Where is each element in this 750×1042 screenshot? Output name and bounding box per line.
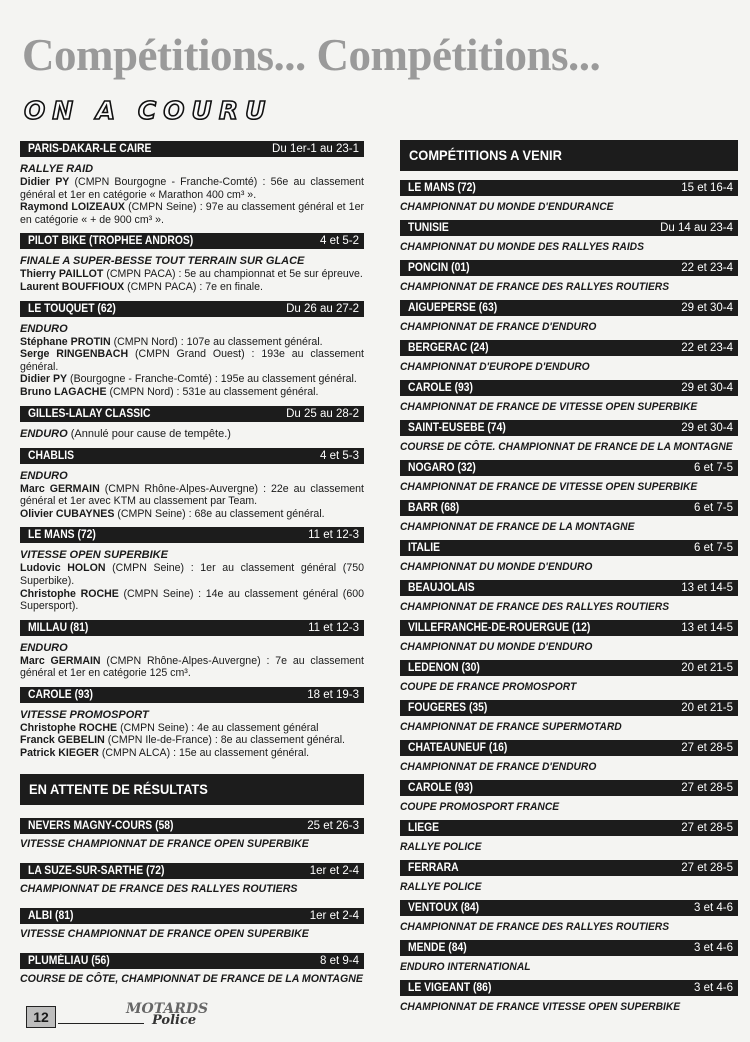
event-name: CAROLE (93) bbox=[408, 382, 473, 394]
upcoming-list bbox=[400, 180, 738, 1014]
event-dates: 1er et 2-4 bbox=[309, 909, 359, 922]
pending-category: VITESSE CHAMPIONNAT DE FRANCE OPEN SUPERBIKE bbox=[20, 837, 309, 850]
upcoming-category: CHAMPIONNAT D'EUROPE D'ENDURO bbox=[400, 361, 590, 373]
rider-result: (CMPN Seine) : 68e au classement général. bbox=[114, 507, 325, 520]
event-name: CHATEAUNEUF (16) bbox=[408, 742, 508, 754]
rider-name: Didier PY bbox=[20, 176, 70, 188]
event-name: LE MANS (72) bbox=[28, 529, 96, 542]
event-name: NEVERS MAGNY-COURS (58) bbox=[28, 819, 174, 832]
event-dates: 27 et 28-5 bbox=[681, 822, 733, 834]
upcoming-entry bbox=[400, 780, 738, 814]
event-dates: 27 et 28-5 bbox=[681, 742, 733, 754]
event-bar bbox=[400, 740, 738, 756]
result-category bbox=[20, 162, 364, 176]
rider-result: (CMPN Rhône-Alpes-Auvergne) : 22e au classement général et 1er avec KTM au classement par Team. bbox=[20, 482, 365, 508]
category-label: RALLYE RAID bbox=[20, 163, 94, 175]
result-category bbox=[20, 469, 364, 483]
result-entry bbox=[20, 620, 364, 680]
event-bar bbox=[400, 380, 738, 396]
result-entry bbox=[20, 406, 364, 441]
pending-entry bbox=[20, 863, 364, 896]
event-bar bbox=[400, 340, 738, 356]
brand-line-1: MOTARDS bbox=[126, 1001, 209, 1017]
event-name: PONCIN (01) bbox=[408, 262, 470, 274]
upcoming-entry bbox=[400, 500, 738, 534]
category-label: ENDURO bbox=[20, 427, 68, 440]
brand-logo bbox=[126, 1002, 208, 1028]
upcoming-category: COURSE DE CÔTE. CHAMPIONNAT DE FRANCE DE LA MONTAGNE bbox=[400, 441, 733, 453]
category-label: ENDURO bbox=[20, 641, 68, 654]
rider-result: (CMPN PACA) : 7e en finale. bbox=[124, 280, 263, 293]
rider-name: Olivier CUBAYNES bbox=[20, 507, 115, 520]
upcoming-header bbox=[400, 140, 738, 171]
event-name: PILOT BIKE (TROPHEE ANDROS) bbox=[28, 235, 194, 248]
event-dates: 29 et 30-4 bbox=[681, 302, 733, 314]
event-dates: 20 et 21-5 bbox=[681, 662, 733, 674]
event-bar bbox=[400, 820, 738, 836]
event-bar bbox=[400, 660, 738, 676]
event-dates: 27 et 28-5 bbox=[681, 862, 733, 874]
event-name: MENDE (84) bbox=[408, 942, 467, 954]
event-dates: 13 et 14-5 bbox=[681, 622, 733, 634]
upcoming-category: CHAMPIONNAT DE FRANCE DE VITESSE OPEN SUPERBIKE bbox=[400, 481, 698, 493]
result-line bbox=[20, 747, 364, 760]
results-list bbox=[20, 141, 364, 760]
page-number: 12 bbox=[26, 1006, 56, 1028]
event-name: LEDENON (30) bbox=[408, 662, 480, 674]
event-name: PARIS-DAKAR-LE CAIRE bbox=[28, 143, 152, 155]
result-line bbox=[20, 734, 364, 747]
upcoming-title: COMPÉTITIONS A VENIR bbox=[409, 147, 562, 163]
event-bar bbox=[400, 540, 738, 556]
upcoming-entry bbox=[400, 700, 738, 734]
result-category bbox=[20, 708, 364, 722]
pending-title: EN ATTENTE DE RÉSULTATS bbox=[29, 780, 208, 797]
result-line bbox=[20, 483, 364, 508]
category-label: VITESSE OPEN SUPERBIKE bbox=[20, 549, 168, 562]
event-dates: 8 et 9-4 bbox=[320, 954, 359, 967]
result-category bbox=[20, 322, 364, 336]
category-label: FINALE A SUPER-BESSE TOUT TERRAIN SUR GLACE bbox=[20, 255, 305, 268]
rider-result: (CMPN Ile-de-France) : 8e au classement général. bbox=[104, 734, 346, 747]
pending-category: COURSE DE CÔTE, CHAMPIONNAT DE FRANCE DE LA MONTAGNE bbox=[20, 972, 363, 985]
result-line bbox=[20, 201, 364, 226]
result-category bbox=[20, 427, 364, 441]
upcoming-category: CHAMPIONNAT DE FRANCE DES RALLYES ROUTIERS bbox=[400, 281, 670, 293]
result-category bbox=[20, 548, 364, 562]
event-name: FERRARA bbox=[408, 862, 459, 874]
event-name: VENTOUX (84) bbox=[408, 902, 480, 914]
event-name: CAROLE (93) bbox=[28, 688, 93, 701]
upcoming-entry bbox=[400, 220, 738, 254]
event-dates: 20 et 21-5 bbox=[681, 702, 733, 714]
event-bar bbox=[400, 900, 738, 916]
event-bar bbox=[20, 953, 364, 969]
upcoming-category: CHAMPIONNAT DU MONDE D'ENDURO bbox=[400, 641, 593, 653]
result-entry bbox=[20, 233, 364, 293]
event-name: FOUGERES (35) bbox=[408, 702, 488, 714]
upcoming-category: COUPE DE FRANCE PROMOSPORT bbox=[400, 681, 577, 693]
pending-entry bbox=[20, 908, 364, 941]
upcoming-entry bbox=[400, 180, 738, 214]
rider-result: (CMPN Nord) : 531e au classement général. bbox=[106, 385, 319, 398]
event-dates: 13 et 14-5 bbox=[681, 582, 733, 594]
rider-name: Marc GERMAIN bbox=[20, 654, 101, 667]
section-subtitle: ON A COURU bbox=[24, 96, 273, 125]
event-bar bbox=[20, 233, 364, 249]
event-bar bbox=[400, 860, 738, 876]
event-name: CHABLIS bbox=[28, 449, 75, 462]
result-line bbox=[20, 386, 364, 399]
upcoming-entry bbox=[400, 660, 738, 694]
event-dates: 18 et 19-3 bbox=[307, 688, 359, 701]
event-name: SAINT-EUSEBE (74) bbox=[408, 422, 506, 434]
event-dates: Du 1er-1 au 23-1 bbox=[272, 143, 359, 155]
rider-name: Serge RINGENBACH bbox=[20, 348, 129, 361]
event-name: ITALIE bbox=[408, 542, 441, 554]
upcoming-entry bbox=[400, 900, 738, 934]
event-dates: 15 et 16-4 bbox=[681, 182, 733, 194]
rider-result: (CMPN Nord) : 107e au classement général. bbox=[110, 335, 323, 348]
rider-name: Ludovic HOLON bbox=[20, 562, 106, 575]
upcoming-entry bbox=[400, 460, 738, 494]
category-label: VITESSE PROMOSPORT bbox=[20, 708, 149, 721]
event-name: LIEGE bbox=[408, 822, 440, 834]
rider-result: (CMPN Rhône-Alpes-Auvergne) : 7e au classement général et 1er en catégorie 125 cm³. bbox=[20, 654, 365, 680]
upcoming-category: RALLYE POLICE bbox=[400, 841, 482, 853]
result-line bbox=[20, 348, 364, 373]
event-dates: 11 et 12-3 bbox=[308, 529, 359, 542]
upcoming-category: CHAMPIONNAT DE FRANCE SUPERMOTARD bbox=[400, 721, 622, 733]
rider-name: Franck GEBELIN bbox=[20, 734, 105, 747]
pending-entry bbox=[20, 818, 364, 851]
event-bar bbox=[400, 980, 738, 996]
result-line bbox=[20, 722, 364, 735]
upcoming-category: CHAMPIONNAT DE FRANCE DE LA MONTAGNE bbox=[400, 521, 635, 533]
event-dates: 29 et 30-4 bbox=[681, 422, 733, 434]
event-name: GILLES-LALAY CLASSIC bbox=[28, 407, 151, 420]
event-name: LE VIGEANT (86) bbox=[408, 982, 492, 994]
event-bar bbox=[400, 220, 738, 236]
result-line bbox=[20, 588, 364, 613]
result-entry bbox=[20, 301, 364, 399]
event-name: CAROLE (93) bbox=[408, 782, 473, 794]
upcoming-category: CHAMPIONNAT DU MONDE D'ENDURO bbox=[400, 561, 593, 573]
event-bar bbox=[400, 940, 738, 956]
event-bar bbox=[400, 580, 738, 596]
upcoming-category: ENDURO INTERNATIONAL bbox=[400, 961, 531, 973]
event-bar bbox=[400, 260, 738, 276]
upcoming-entry bbox=[400, 740, 738, 774]
event-dates: 29 et 30-4 bbox=[681, 382, 733, 394]
event-dates: Du 25 au 28-2 bbox=[286, 407, 359, 420]
rider-name: Bruno LAGACHE bbox=[20, 385, 107, 398]
upcoming-entry bbox=[400, 620, 738, 654]
upcoming-entry bbox=[400, 860, 738, 894]
upcoming-entry bbox=[400, 980, 738, 1014]
event-dates: 22 et 23-4 bbox=[681, 342, 733, 354]
rider-name: Christophe ROCHE bbox=[20, 587, 119, 600]
rider-result: (CMPN Seine) : 1er au classement général (750 Superbike). bbox=[20, 562, 364, 587]
result-entry bbox=[20, 527, 364, 612]
event-bar bbox=[400, 500, 738, 516]
event-bar bbox=[20, 620, 364, 636]
result-category bbox=[20, 641, 364, 655]
category-label: ENDURO bbox=[20, 322, 68, 335]
event-dates: 3 et 4-6 bbox=[694, 942, 733, 954]
result-entry bbox=[20, 448, 364, 521]
event-bar bbox=[400, 420, 738, 436]
rider-result: (CMPN ALCA) : 15e au classement général. bbox=[98, 747, 310, 760]
event-name: BARR (68) bbox=[408, 502, 460, 514]
event-bar bbox=[400, 620, 738, 636]
result-line bbox=[20, 373, 364, 386]
event-bar bbox=[400, 780, 738, 796]
event-name: BERGERAC (24) bbox=[408, 342, 489, 354]
upcoming-entry bbox=[400, 580, 738, 614]
upcoming-category: CHAMPIONNAT DE FRANCE DES RALLYES ROUTIERS bbox=[400, 601, 670, 613]
result-line bbox=[20, 268, 364, 281]
upcoming-category: CHAMPIONNAT DE FRANCE D'ENDURO bbox=[400, 321, 597, 333]
result-line bbox=[20, 336, 364, 349]
rider-result: (CMPN PACA) : 5e au championnat et 5e sur épreuve. bbox=[103, 268, 363, 281]
upcoming-column bbox=[400, 140, 738, 1020]
pending-entry bbox=[20, 953, 364, 986]
upcoming-category: CHAMPIONNAT DU MONDE DES RALLYES RAIDS bbox=[400, 241, 644, 253]
upcoming-entry bbox=[400, 420, 738, 454]
rider-result: (CMPN Seine) : 97e au classement général et 1er en catégorie « + de 900 cm³ ». bbox=[20, 201, 364, 226]
event-dates: 25 et 26-3 bbox=[307, 819, 359, 832]
category-note: (Annulé pour cause de tempête.) bbox=[67, 427, 231, 440]
event-dates: 1er et 2-4 bbox=[309, 864, 359, 877]
pending-header bbox=[20, 774, 364, 805]
upcoming-category: CHAMPIONNAT DE FRANCE VITESSE OPEN SUPERBIKE bbox=[400, 1001, 681, 1013]
event-name: PLUMÉLIAU (56) bbox=[28, 954, 110, 967]
event-name: ALBI (81) bbox=[28, 909, 74, 922]
upcoming-entry bbox=[400, 540, 738, 574]
event-dates: 3 et 4-6 bbox=[694, 902, 733, 914]
upcoming-entry bbox=[400, 300, 738, 334]
event-name: LA SUZE-SUR-SARTHE (72) bbox=[28, 864, 165, 877]
event-name: AIGUEPERSE (63) bbox=[408, 302, 498, 314]
rider-result: (CMPN Grand Ouest) : 193e au classement général. bbox=[20, 348, 364, 373]
event-bar bbox=[400, 700, 738, 716]
event-dates: 4 et 5-3 bbox=[320, 449, 359, 462]
upcoming-entry bbox=[400, 260, 738, 294]
result-entry bbox=[20, 687, 364, 760]
result-category bbox=[20, 254, 364, 268]
rider-result: (CMPN Seine) : 14e au classement général (600 Supersport). bbox=[20, 587, 364, 613]
rider-name: Laurent BOUFFIOUX bbox=[20, 280, 125, 293]
rider-name: Stéphane PROTIN bbox=[20, 335, 111, 348]
event-bar bbox=[20, 818, 364, 834]
rider-result: (CMPN Seine) : 4e au classement général bbox=[117, 721, 319, 734]
event-name: LE TOUQUET (62) bbox=[28, 302, 116, 315]
pending-list bbox=[20, 818, 364, 986]
pending-category: CHAMPIONNAT DE FRANCE DES RALLYES ROUTIERS bbox=[20, 882, 298, 895]
category-label: ENDURO bbox=[20, 469, 68, 482]
event-name: NOGARO (32) bbox=[408, 462, 476, 474]
event-dates: 6 et 7-5 bbox=[694, 542, 733, 554]
event-name: TUNISIE bbox=[408, 222, 449, 234]
result-line bbox=[20, 176, 364, 201]
upcoming-entry bbox=[400, 340, 738, 374]
event-name: LE MANS (72) bbox=[408, 182, 476, 194]
event-bar bbox=[20, 908, 364, 924]
result-entry bbox=[20, 141, 364, 226]
results-column bbox=[20, 141, 364, 998]
event-dates: 3 et 4-6 bbox=[694, 982, 733, 994]
event-dates: 27 et 28-5 bbox=[681, 782, 733, 794]
upcoming-category: RALLYE POLICE bbox=[400, 881, 482, 893]
rider-name: Raymond LOIZEAUX bbox=[20, 201, 125, 214]
event-bar bbox=[20, 406, 364, 422]
event-dates: 22 et 23-4 bbox=[681, 262, 733, 274]
page-title: Compétitions... Compétitions... bbox=[22, 30, 601, 80]
event-bar bbox=[400, 460, 738, 476]
event-dates: 4 et 5-2 bbox=[320, 235, 359, 248]
upcoming-entry bbox=[400, 940, 738, 974]
event-bar bbox=[20, 527, 364, 543]
event-name: MILLAU (81) bbox=[28, 621, 89, 634]
event-bar bbox=[20, 863, 364, 879]
upcoming-entry bbox=[400, 380, 738, 414]
rider-name: Thierry PAILLOT bbox=[20, 268, 104, 281]
pending-category: VITESSE CHAMPIONNAT DE FRANCE OPEN SUPERBIKE bbox=[20, 927, 309, 940]
result-line bbox=[20, 655, 364, 680]
result-line bbox=[20, 508, 364, 521]
rider-name: Christophe ROCHE bbox=[20, 721, 118, 734]
upcoming-category: CHAMPIONNAT DE FRANCE DES RALLYES ROUTIERS bbox=[400, 921, 670, 933]
rider-result: (Bourgogne - Franche-Comté) : 195e au classement général. bbox=[67, 373, 357, 386]
rider-name: Didier PY bbox=[20, 373, 68, 386]
upcoming-category: CHAMPIONNAT DU MONDE D'ENDURANCE bbox=[400, 201, 614, 213]
upcoming-entry bbox=[400, 820, 738, 854]
upcoming-category: CHAMPIONNAT DE FRANCE DE VITESSE OPEN SUPERBIKE bbox=[400, 401, 698, 413]
rider-name: Marc GERMAIN bbox=[20, 482, 100, 495]
rider-name: Patrick KIEGER bbox=[20, 747, 99, 760]
event-bar bbox=[20, 687, 364, 703]
upcoming-category: COUPE PROMOSPORT FRANCE bbox=[400, 801, 560, 813]
event-bar bbox=[20, 301, 364, 317]
event-dates: 6 et 7-5 bbox=[694, 462, 733, 474]
event-bar bbox=[20, 141, 364, 157]
event-name: VILLEFRANCHE-DE-ROUERGUE (12) bbox=[408, 622, 591, 634]
event-dates: Du 14 au 23-4 bbox=[660, 222, 733, 234]
event-bar bbox=[400, 300, 738, 316]
event-dates: Du 26 au 27-2 bbox=[286, 302, 359, 315]
event-bar bbox=[400, 180, 738, 196]
result-line bbox=[20, 562, 364, 587]
result-line bbox=[20, 281, 364, 294]
upcoming-category: CHAMPIONNAT DE FRANCE D'ENDURO bbox=[400, 761, 597, 773]
event-dates: 11 et 12-3 bbox=[308, 621, 359, 634]
event-dates: 6 et 7-5 bbox=[694, 502, 733, 514]
brand-line-2: Police bbox=[152, 1013, 197, 1028]
rider-result: (CMPN Bourgogne - Franche-Comté) : 56e au classement général et 1er en catégorie « Marathon 400 cm³ ». bbox=[20, 176, 364, 201]
event-name: BEAUJOLAIS bbox=[408, 582, 475, 594]
event-bar bbox=[20, 448, 364, 464]
